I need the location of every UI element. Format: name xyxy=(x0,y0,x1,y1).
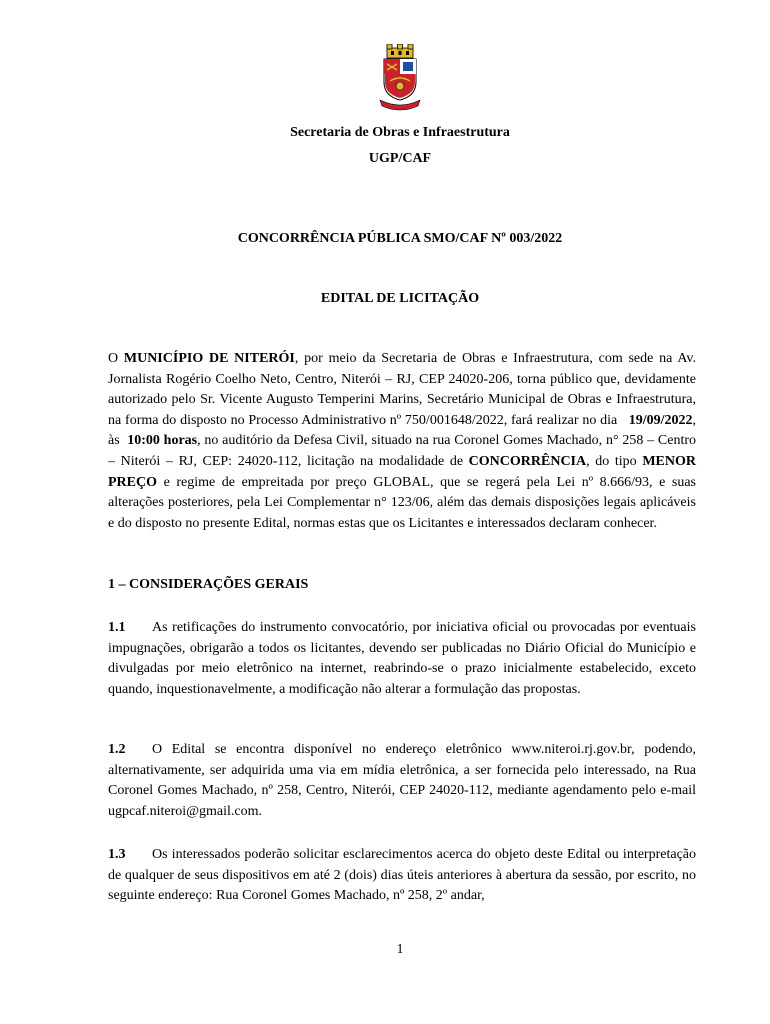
clause-text: Os interessados poderão solicitar esclarecimentos acerca do objeto deste Edital ou interpretação de qualquer de seus dispositivos em até 2 (dois) dias úteis anteriores à abertura da sessão, por escrito, no seguinte endereço: Rua Coronel Gomes Machado, nº 258, 2º andar, xyxy=(108,847,696,904)
clause-text: O Edital se encontra disponível no endereço eletrônico www.niteroi.rj.gov.br, podendo, alternativamente, ser adquirida uma via em mídia eletrônica, a ser fornecida pelo interessado, na Rua Coronel Gomes Machado, nº 258, Centro, Niterói, CEP 24020-112, mediante agendamento pelo e-mail ugpcaf.niteroi@gmail.com. xyxy=(108,742,696,819)
page-number: 1 xyxy=(396,942,404,957)
intro-text: e regime de empreitada por preço GLOBAL, que se regerá pela Lei nº 8.666/93, e suas alterações posteriores, pela Lei Complementar n° 123/06, além das demais disposições legais aplicáveis e do disposto no presente Edital, normas estas que os Licitantes e interessados declaram conhecer. xyxy=(108,474,696,531)
intro-text: , às xyxy=(108,412,696,449)
intro-paragraph xyxy=(108,349,696,534)
section-title: 1 – CONSIDERAÇÕES GERAIS xyxy=(108,577,309,592)
intro-text: O xyxy=(108,351,124,366)
edital-title: EDITAL DE LICITAÇÃO xyxy=(320,291,480,306)
intro-date: 19/09/2022 xyxy=(628,412,693,428)
header-department: Secretaria de Obras e Infraestrutura xyxy=(290,125,510,140)
coat-of-arms-icon xyxy=(378,44,422,112)
clause-1-2 xyxy=(108,740,696,822)
intro-time: 10:00 horas xyxy=(127,433,198,449)
clause-1-3 xyxy=(108,845,696,907)
clause-number: 1.1 xyxy=(108,620,126,635)
intro-bold: MUNICÍPIO DE NITERÓI xyxy=(123,351,295,366)
intro-bold: MENOR PREÇO xyxy=(108,453,696,490)
clause-number: 1.3 xyxy=(108,847,126,862)
clause-text: As retificações do instrumento convocatório, por iniciativa oficial ou provocadas por eventuais impugnações, obrigarão a todos os licitantes, devendo ser publicadas no Diário Oficial do Município e divulgadas por meio eletrônico na internet, reabrindo-se o prazo inicialmente estabelecido, exceto quando, inquestionavelmente, a modificação não alterar a formulação das propostas. xyxy=(108,620,696,697)
clause-1-1 xyxy=(108,618,696,700)
notice-title: CONCORRÊNCIA PÚBLICA SMO/CAF Nº 003/2022 xyxy=(237,231,563,246)
intro-bold: CONCORRÊNCIA xyxy=(468,453,587,469)
clause-number: 1.2 xyxy=(108,742,126,757)
intro-text: , no auditório da Defesa Civil, situado na rua Coronel Gomes Machado, n° 258 – Centro – Niterói – RJ, CEP: 24020-112, licitação na modalidade de xyxy=(108,433,696,469)
header-unit: UGP/CAF xyxy=(368,151,432,166)
intro-text: , do tipo xyxy=(586,453,643,469)
intro-text: , por meio da Secretaria de Obras e Infraestrutura, com sede na Av. Jornalista Rogério Coelho Neto, Centro, Niterói – RJ, CEP 24020-206, torna público que, devidamente autorizado pelo Sr. Vicente Augusto Temperini Marins, Secretário Municipal de Obras e Infraestrutura, na forma do disposto no Processo Administrativo nº 750/001648/2022, fará realizar no dia xyxy=(108,351,696,428)
